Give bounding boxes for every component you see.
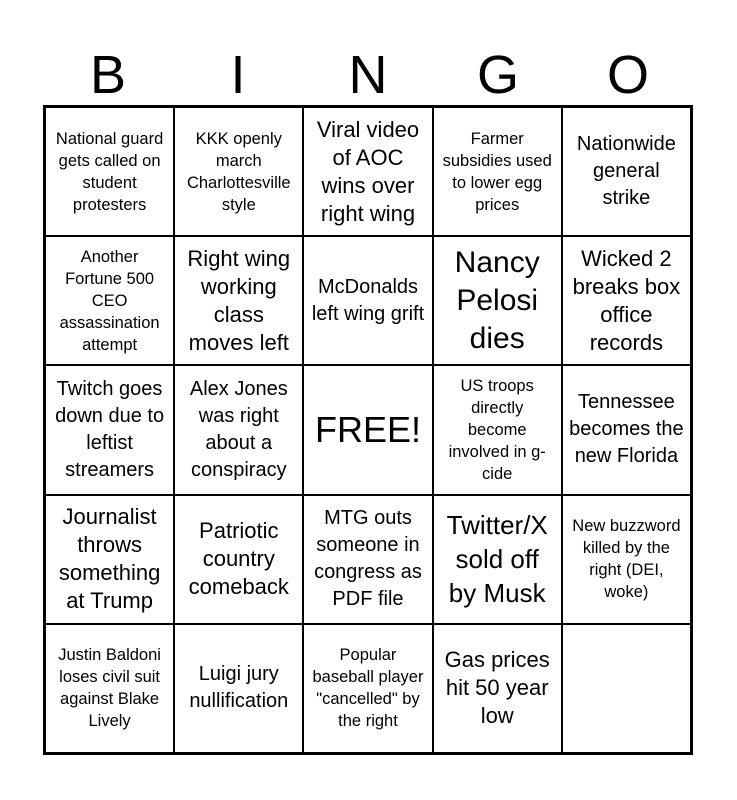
bingo-header: [43, 40, 693, 110]
bingo-cell-text: Nancy Pelosi dies: [454, 245, 540, 355]
bingo-cell-text: Luigi jury nullification: [189, 663, 289, 713]
bingo-cell-r1-c5[interactable]: [562, 107, 691, 236]
bingo-cell-text: Journalist throws something at Trump: [58, 504, 161, 614]
bingo-cell-text: Justin Baldoni loses civil suit against Blake Lively: [58, 646, 161, 731]
bingo-cell-r3-c2[interactable]: [174, 365, 303, 494]
bingo-cell-text: Tennessee becomes the new Florida: [569, 391, 684, 468]
bingo-free-text: FREE!: [314, 408, 421, 450]
bingo-cell-text: Twitch goes down due to leftist streamers: [55, 377, 165, 481]
bingo-cell-r4-c2[interactable]: [174, 495, 303, 624]
header-letter-i: I: [230, 45, 246, 105]
bingo-cell-r2-c5[interactable]: [562, 236, 691, 365]
bingo-cell-text: KKK openly march Charlottesville style: [186, 129, 291, 214]
header-letter-o: O: [606, 45, 649, 105]
bingo-cell-text: Viral video of AOC wins over right wing: [316, 116, 420, 226]
bingo-cell-text: Nationwide general strike: [576, 133, 676, 210]
bingo-cell-text: Gas prices hit 50 year low: [444, 647, 550, 729]
bingo-cell-r4-c4[interactable]: [433, 495, 562, 624]
bingo-cell-r2-c1[interactable]: [45, 236, 174, 365]
bingo-cell-r4-c5[interactable]: [562, 495, 691, 624]
bingo-cell-r5-c2[interactable]: [174, 624, 303, 753]
bingo-cell-text: MTG outs someone in congress as PDF file: [314, 507, 422, 611]
bingo-cell-r1-c4[interactable]: [433, 107, 562, 236]
bingo-cell-text: McDonalds left wing grift: [311, 275, 425, 325]
bingo-cell-r3-c4[interactable]: [433, 365, 562, 494]
bingo-cell-text: National guard gets called on student protesters: [55, 129, 164, 214]
bingo-cell-r2-c4[interactable]: [433, 236, 562, 365]
bingo-cell-text: US troops directly become involved in g-cide: [448, 376, 546, 483]
header-letter-b: B: [89, 45, 127, 105]
bingo-cell-text: Patriotic country comeback: [188, 518, 289, 600]
header-letter-g: G: [476, 45, 519, 105]
bingo-cell-r4-c1[interactable]: [45, 495, 174, 624]
bingo-cell-text: New buzzword killed by the right (DEI, woke): [572, 517, 681, 602]
bingo-cell-r5-c1[interactable]: [45, 624, 174, 753]
bingo-cell-r1-c3[interactable]: [303, 107, 432, 236]
bingo-cell-text: Twitter/X sold off by Musk: [446, 510, 548, 609]
bingo-cell-r1-c2[interactable]: [174, 107, 303, 236]
bingo-cell-free[interactable]: [303, 365, 432, 494]
bingo-cell-r3-c1[interactable]: [45, 365, 174, 494]
bingo-cell-r2-c2[interactable]: [174, 236, 303, 365]
bingo-cell-text: Popular baseball player "cancelled" by the right: [312, 646, 424, 731]
bingo-cell-r2-c3[interactable]: [303, 236, 432, 365]
bingo-cell-text: Right wing working class moves left: [187, 245, 291, 355]
header-letter-n: N: [348, 45, 388, 105]
bingo-cell-r5-c3[interactable]: [303, 624, 432, 753]
bingo-cell-text: Another Fortune 500 CEO assassination attempt: [59, 247, 160, 354]
bingo-cell-r5-c5[interactable]: [562, 624, 691, 753]
bingo-board: [43, 105, 693, 755]
bingo-cell-r3-c5[interactable]: [562, 365, 691, 494]
bingo-cell-text: Wicked 2 breaks box office records: [572, 245, 681, 355]
bingo-cell-r1-c1[interactable]: [45, 107, 174, 236]
bingo-cell-text: Alex Jones was right about a conspiracy: [189, 377, 288, 481]
bingo-cell-text: Farmer subsidies used to lower egg prices: [442, 129, 552, 214]
bingo-cell-r5-c4[interactable]: [433, 624, 562, 753]
bingo-cell-r4-c3[interactable]: [303, 495, 432, 624]
